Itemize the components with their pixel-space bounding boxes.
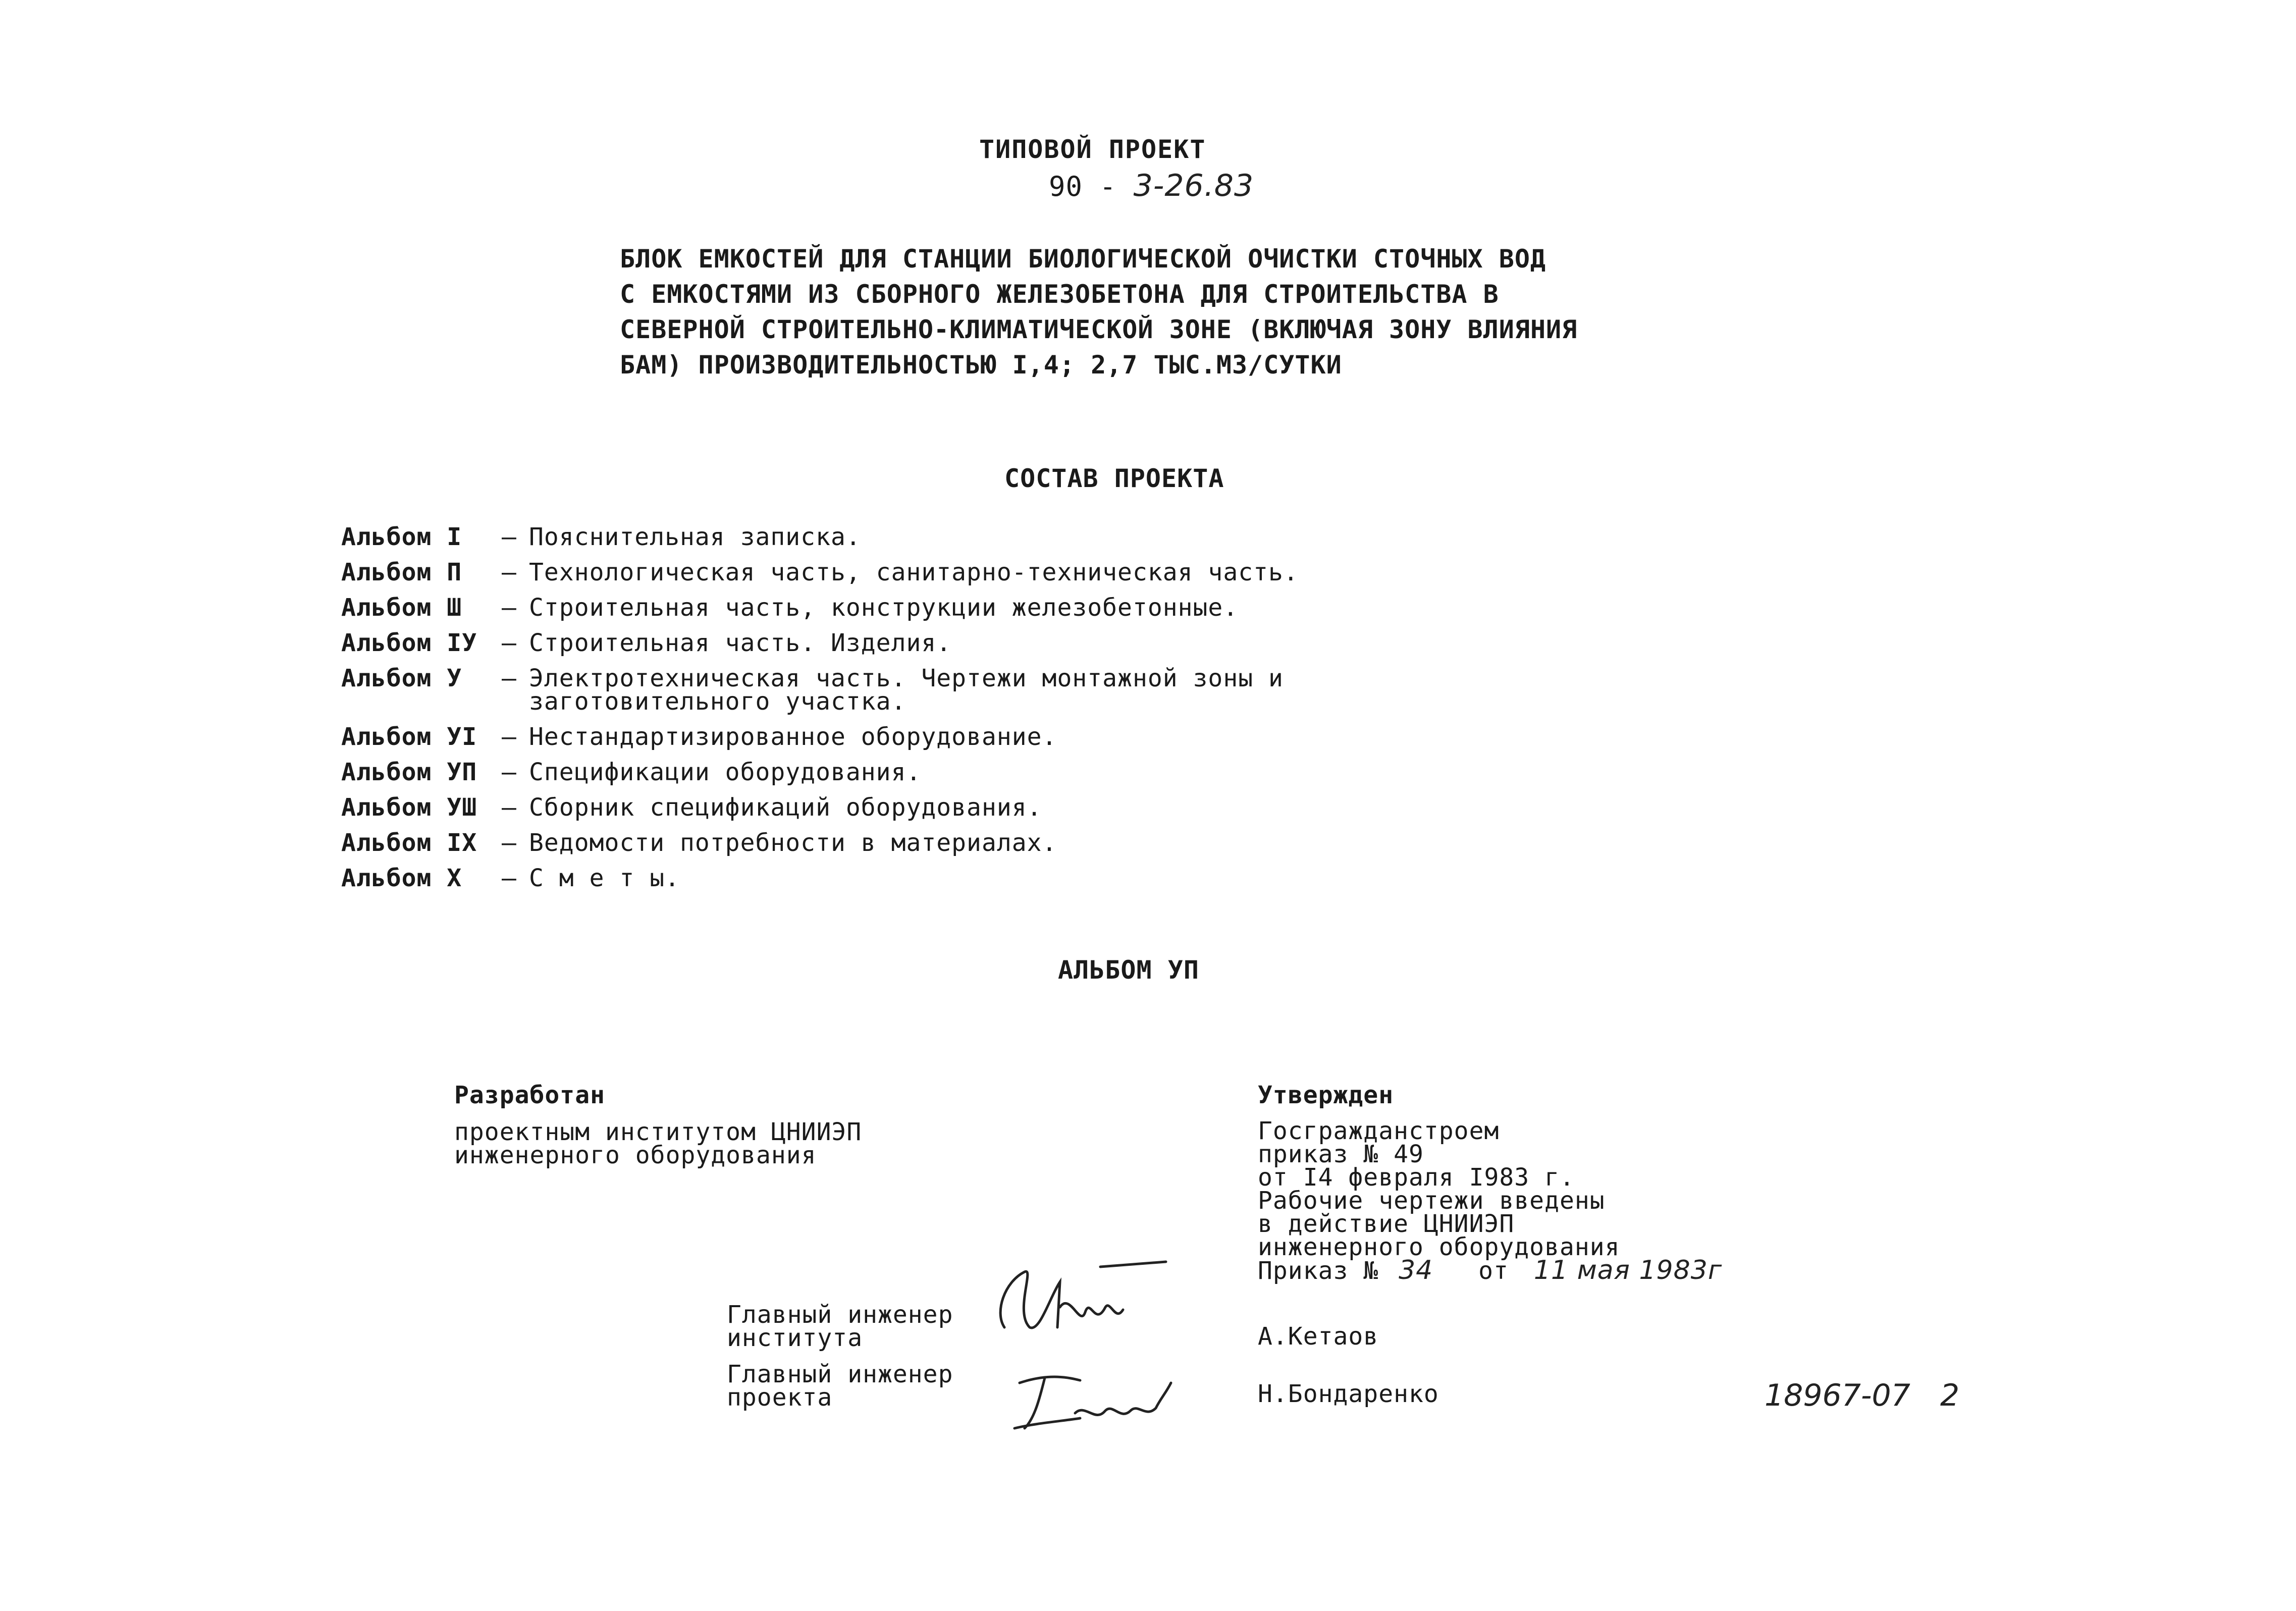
description-line-3: СЕВЕРНОЙ СТРОИТЕЛЬНО-КЛИМАТИЧЕСКОЙ ЗОНЕ (ВКЛЮЧАЯ ЗОНУ ВЛИЯНИЯ (620, 315, 1578, 344)
current-album-title: АЛЬБОМ УП (1058, 955, 1199, 985)
album-label: Альбом IУ (341, 629, 477, 657)
description-line-2: С ЕМКОСТЯМИ ИЗ СБОРНОГО ЖЕЛЕЗОБЕТОНА ДЛЯ СТРОИТЕЛЬСТВА В (620, 280, 1499, 309)
album-label: Альбом УШ (341, 793, 477, 822)
approved-heading: Утвержден (1258, 1081, 1394, 1109)
project-code-handwritten: 3-26.83 (1133, 168, 1254, 203)
album-row-2 (341, 560, 1351, 596)
album-row-5 (341, 666, 1351, 717)
album-label: Альбом I (341, 523, 462, 551)
chief-engineer-project-title (727, 1360, 953, 1412)
album-row-10 (341, 866, 1351, 901)
album-label: Альбом IX (341, 829, 477, 857)
project-code (1049, 168, 1254, 203)
project-code-prefix: 90 - (1049, 171, 1134, 202)
album-description: Сборник спецификаций оборудования. (529, 793, 1042, 822)
album-description: Спецификации оборудования. (529, 758, 922, 786)
document-stamp-number (1765, 1378, 1959, 1413)
developed-heading: Разработан (454, 1081, 605, 1109)
stamp-number-handwritten: 18967-07 (1765, 1378, 1910, 1413)
album-dash: – (502, 594, 517, 622)
developed-line-2: инженерного оборудования (454, 1141, 817, 1169)
order-date-handwritten: 11 мая 1983г (1533, 1255, 1723, 1285)
chief-institute-line-1: Главный инженер (727, 1301, 953, 1329)
chief-project-name: Н.Бондаренко (1258, 1380, 1439, 1408)
album-dash: – (502, 558, 517, 586)
album-description: С м е т ы. (529, 864, 680, 892)
album-label: Альбом X (341, 864, 462, 892)
project-description (620, 241, 1577, 383)
stamp-page-handwritten: 2 (1940, 1378, 1960, 1413)
approved-line-2: приказ № 49 (1258, 1140, 1424, 1168)
chief-engineer-institute-title (727, 1303, 953, 1350)
album-description-continued: заготовительного участка. (529, 687, 906, 716)
album-dash: – (502, 523, 517, 551)
album-dash: – (502, 793, 517, 822)
signature-chief-institute-icon (984, 1252, 1176, 1342)
order-from: от (1478, 1257, 1509, 1285)
album-row-3 (341, 596, 1351, 631)
album-dash: – (502, 829, 517, 857)
order-prefix: Приказ № (1258, 1257, 1379, 1285)
album-label: Альбом УI (341, 723, 477, 751)
album-dash: – (502, 629, 517, 657)
album-description: Ведомости потребности в материалах. (529, 829, 1057, 857)
album-dash: – (502, 758, 517, 786)
approved-line-4: Рабочие чертежи введены (1258, 1187, 1605, 1215)
album-row-6 (341, 725, 1351, 760)
approved-by-block (1258, 1117, 1723, 1285)
approved-line-6: инженерного оборудования (1258, 1233, 1620, 1261)
album-row-8 (341, 795, 1351, 831)
signature-chief-project-icon (1004, 1363, 1186, 1438)
album-label: Альбом У (341, 664, 462, 692)
album-row-4 (341, 631, 1351, 666)
order-number-handwritten: 34 (1399, 1255, 1433, 1285)
album-label: Альбом Ш (341, 594, 462, 622)
developed-line-1: проектным институтом ЦНИИЭП (454, 1118, 862, 1146)
approved-line-1: Госгражданстроем (1258, 1117, 1500, 1145)
album-dash: – (502, 864, 517, 892)
header-title: ТИПОВОЙ ПРОЕКТ (979, 135, 1206, 164)
album-description: Пояснительная записка. (529, 523, 861, 551)
album-row-9 (341, 831, 1351, 866)
album-row-1 (341, 525, 1351, 560)
chief-project-line-2: проекта (727, 1383, 833, 1412)
album-description: Строительная часть. Изделия. (529, 629, 952, 657)
approved-order-line (1258, 1255, 1723, 1285)
album-row-7 (341, 760, 1351, 795)
album-label: Альбом П (341, 558, 462, 586)
chief-institute-name: А.Кетаов (1258, 1322, 1379, 1351)
album-dash: – (502, 664, 517, 692)
album-description: Нестандартизированное оборудование. (529, 723, 1057, 751)
developed-by-block (454, 1120, 862, 1167)
composition-title: СОСТАВ ПРОЕКТА (1004, 464, 1224, 493)
album-label: Альбом УП (341, 758, 477, 786)
album-description: Строительная часть, конструкции железобетонные. (529, 594, 1239, 622)
description-line-1: БЛОК ЕМКОСТЕЙ ДЛЯ СТАНЦИИ БИОЛОГИЧЕСКОЙ ОЧИСТКИ СТОЧНЫХ ВОД (620, 244, 1546, 274)
description-line-4: БАМ) ПРОИЗВОДИТЕЛЬНОСТЬЮ I,4; 2,7 ТЫС.М3/СУТКИ (620, 350, 1342, 380)
chief-institute-line-2: института (727, 1324, 863, 1352)
approved-line-5: в действие ЦНИИЭП (1258, 1210, 1515, 1238)
chief-project-line-1: Главный инженер (727, 1360, 953, 1388)
album-description: Технологическая часть, санитарно-техническая часть. (529, 558, 1299, 586)
album-description: Электротехническая часть. Чертежи монтажной зоны и (529, 664, 1284, 692)
approved-line-3: от I4 февраля I983 г. (1258, 1163, 1575, 1192)
album-dash: – (502, 723, 517, 751)
